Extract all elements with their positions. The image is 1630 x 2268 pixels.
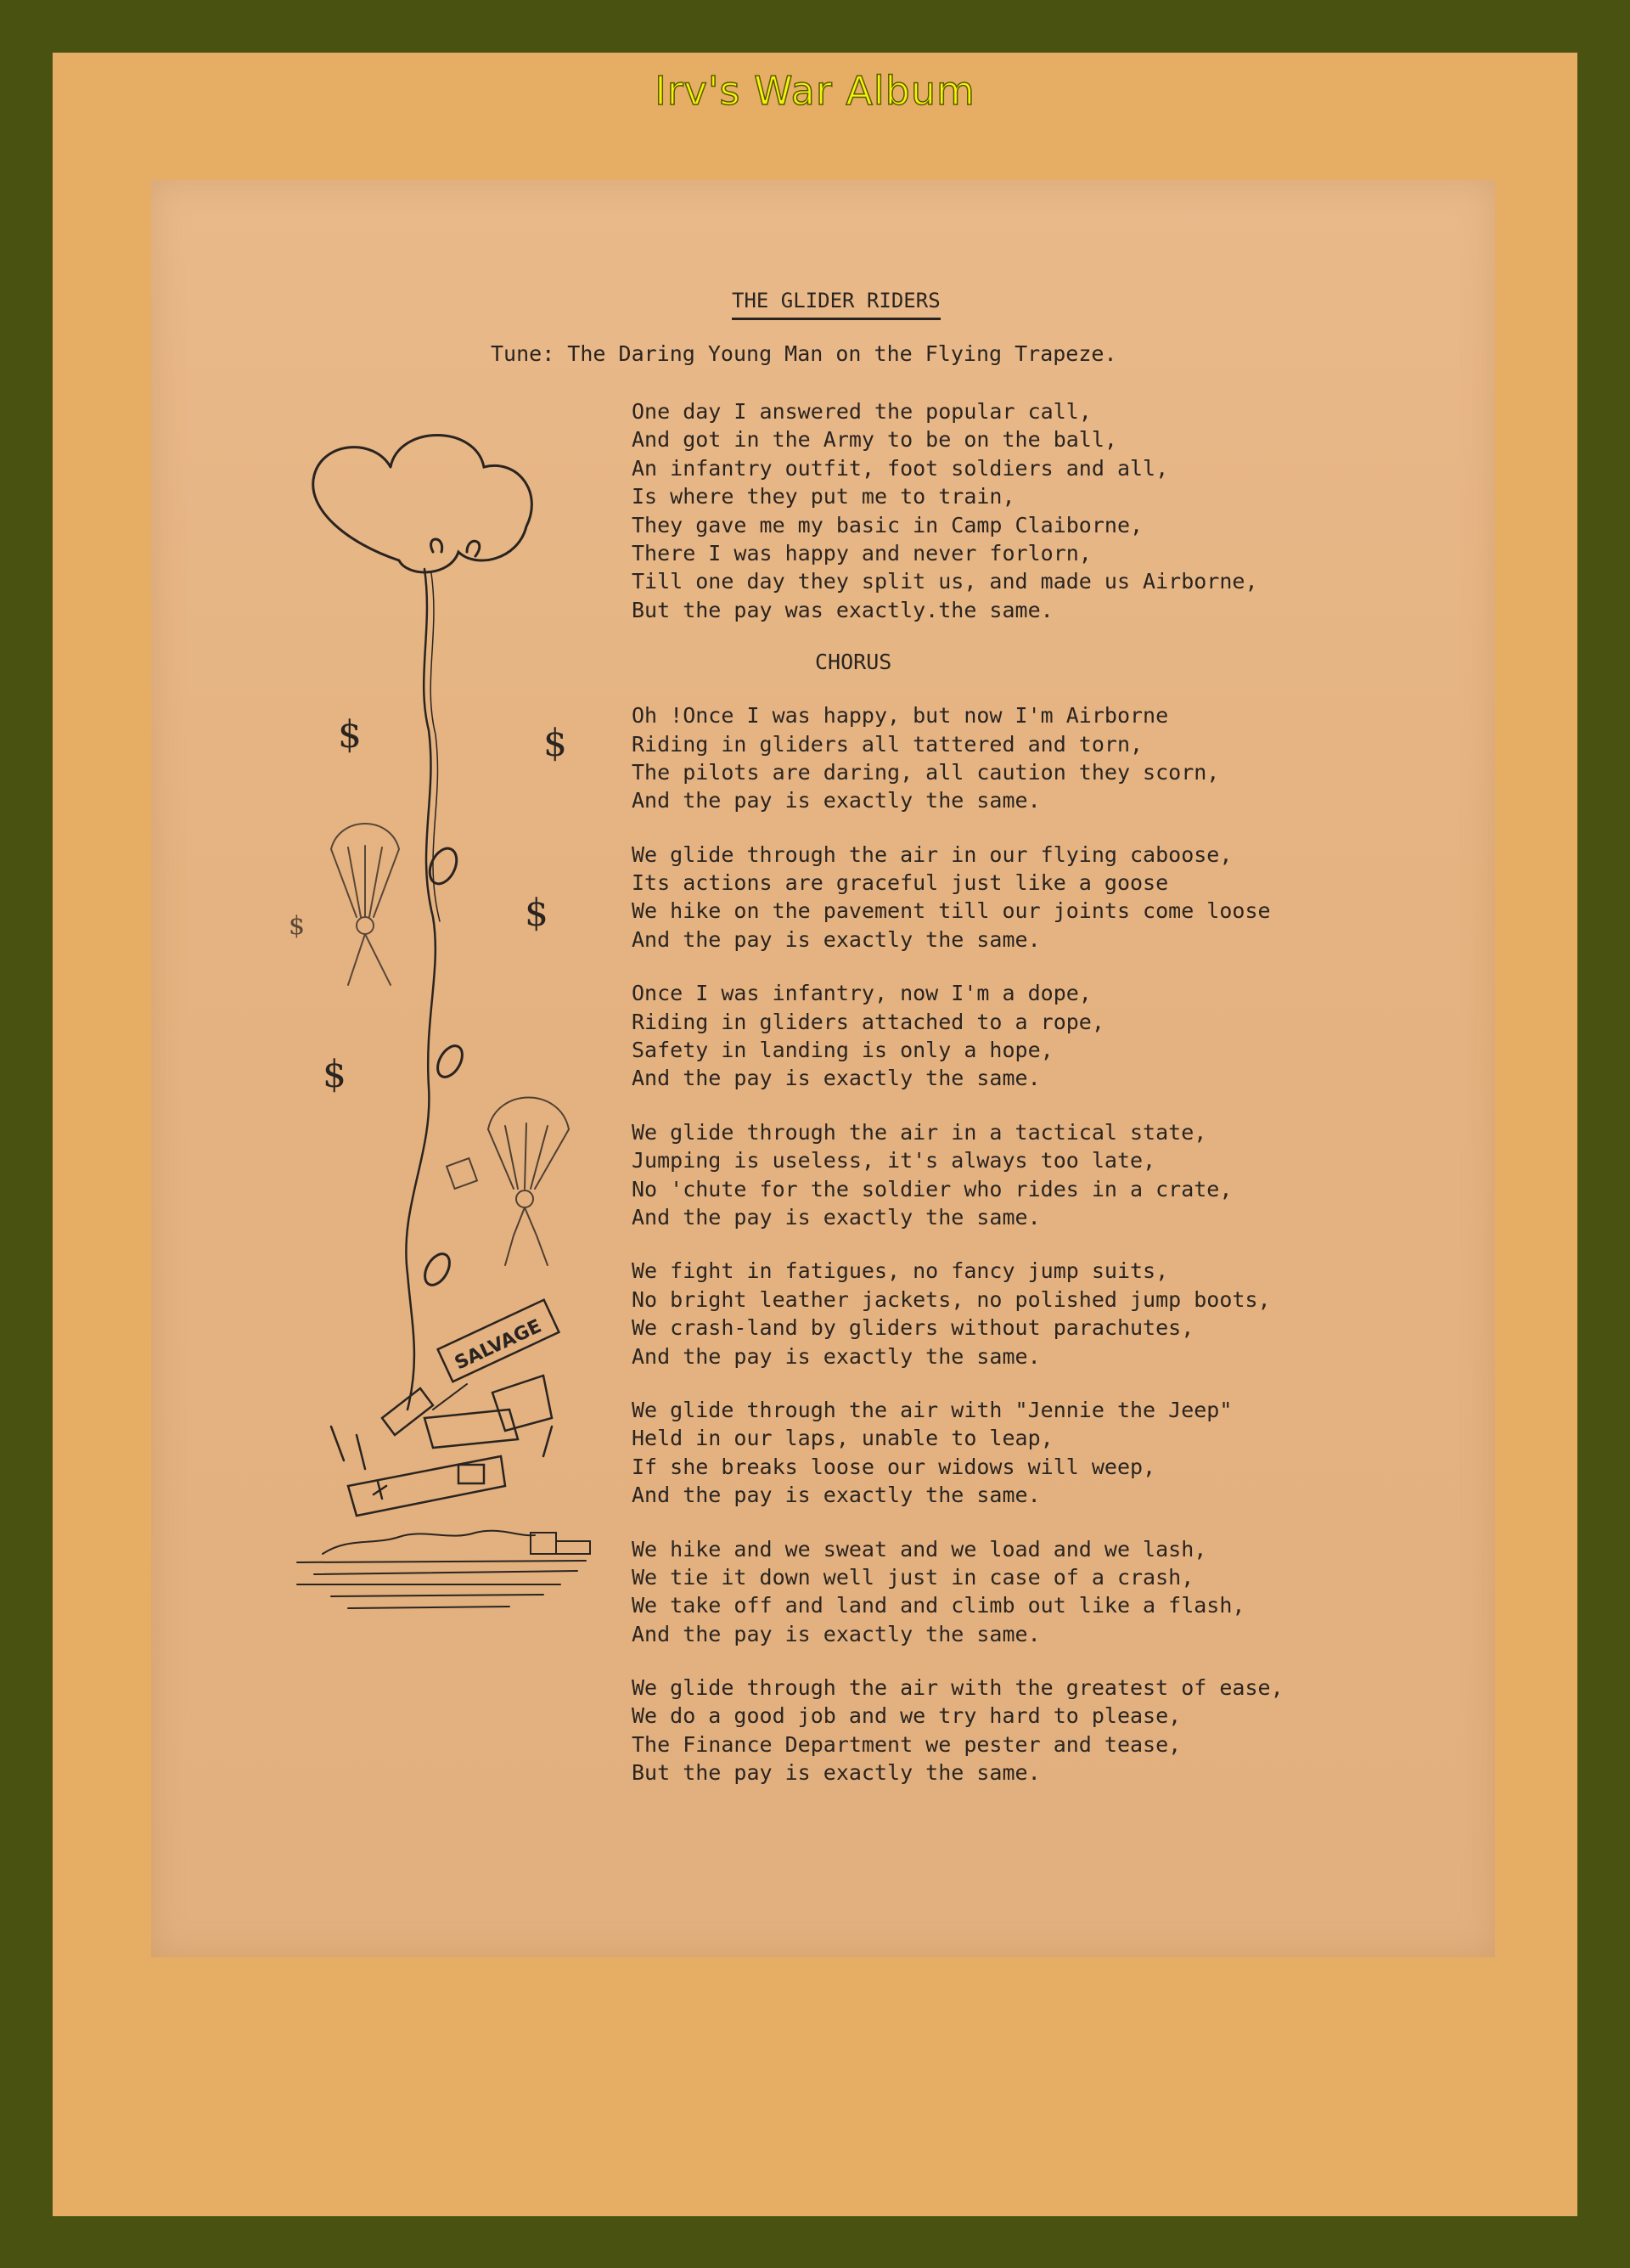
lyric-line: Riding in gliders all tattered and torn, [632,731,1144,757]
lyric-line: The Finance Department we pester and tease, [632,1731,1182,1757]
lyric-line: We fight in fatigues, no fancy jump suits, [632,1258,1169,1284]
lyric-line: We take off and land and climb out like a flash, [632,1593,1245,1618]
stanza [632,1535,1396,1649]
ground-icon [297,1531,590,1608]
lyric-line: Riding in gliders attached to a rope, [632,1009,1104,1034]
lyric-line: We glide through the air in a tactical state, [632,1119,1207,1145]
lyric-line: We hike and we sweat and we load and we lash, [632,1536,1207,1562]
dollar-sign-icon: $ [543,722,567,765]
lyric-line: The pilots are daring, all caution they scorn, [632,759,1220,785]
stanza [632,397,1396,624]
stanza [632,1396,1396,1510]
lyric-line: We glide through the air in our flying caboose, [632,841,1233,867]
lyric-line: There I was happy and never forlorn, [632,540,1092,566]
lyric-line: Jumping is useless, it's always too late, [632,1148,1156,1173]
lyric-line: Safety in landing is only a hope, [632,1038,1054,1063]
tree-canopy-icon [313,436,532,572]
salvage-sign-icon [433,1300,559,1410]
chorus-label: CHORUS [815,650,892,675]
stanza [632,841,1396,954]
lyric-line: Once I was infantry, now I'm a dope, [632,981,1092,1006]
lyric-line: Held in our laps, unable to leap, [632,1426,1054,1451]
parachute-icon [447,1098,569,1266]
lyric-line: We tie it down well just in case of a crash, [632,1564,1194,1590]
lyric-line: But the pay was exactly.the same. [632,597,1054,622]
dollar-sign-icon: $ [338,713,362,757]
stanza [632,1118,1396,1232]
lyric-line: We do a good job and we try hard to please, [632,1703,1182,1729]
lyric-line: We hike on the pavement till our joints come loose [632,898,1271,924]
lyric-line: One day I answered the popular call, [632,399,1092,424]
lyric-line: No 'chute for the soldier who rides in a crate, [632,1176,1233,1202]
salvage-sign-text: SALVAGE [451,1315,545,1375]
dollar-sign-icon: $ [525,892,548,935]
lyric-line: And the pay is exactly the same. [632,1066,1041,1091]
lyric-line: And got in the Army to be on the ball, [632,427,1117,453]
lyric-line: Oh !Once I was happy, but now I'm Airborne [632,703,1169,729]
lyric-line: If she breaks loose our widows will weep, [632,1454,1156,1479]
crashed-glider-icon [331,1376,552,1516]
parachute-icon [289,824,399,985]
lyric-line: And the pay is exactly the same. [632,1343,1041,1369]
lyric-line: They gave me my basic in Camp Claiborne, [632,512,1144,537]
stanza [632,979,1396,1093]
dollar-sign-icon: $ [323,1053,346,1096]
lyric-line: And the pay is exactly the same. [632,1483,1041,1508]
song-tune: Tune: The Daring Young Man on the Flying Trapeze. [491,341,1117,366]
rope-loop-icon [424,844,462,888]
stanza [632,1674,1396,1787]
glider-illustration [289,442,620,1647]
lyric-line: We glide through the air with the greatest of ease, [632,1675,1284,1701]
stanza [632,1257,1396,1370]
lyric-line: An infantry outfit, foot soldiers and all, [632,455,1169,481]
rope-loop-icon [420,1250,455,1290]
rope-loop-icon [433,1042,468,1082]
lyric-line: Is where they put me to train, [632,484,1015,509]
lyric-line: And the pay is exactly the same. [632,788,1041,813]
album-title: Irv's War Album [655,68,975,114]
chorus-stanza [632,701,1396,815]
lyric-line: And the pay is exactly the same. [632,926,1041,952]
song-title: THE GLIDER RIDERS [732,289,941,320]
lyric-line: But the pay is exactly the same. [632,1760,1041,1786]
lyric-line: Its actions are graceful just like a goose [632,870,1169,896]
lyric-line: And the pay is exactly the same. [632,1204,1041,1230]
lyric-line: And the pay is exactly the same. [632,1621,1041,1646]
lyric-line: Till one day they split us, and made us Airborne, [632,569,1258,594]
dollar-sign-icon: $ [289,911,306,941]
lyric-line: We glide through the air with "Jennie the Jeep" [632,1397,1233,1422]
lyric-line: We crash-land by gliders without parachutes, [632,1315,1194,1341]
lyric-line: No bright leather jackets, no polished jump boots, [632,1286,1271,1312]
lyrics [632,397,1396,1813]
